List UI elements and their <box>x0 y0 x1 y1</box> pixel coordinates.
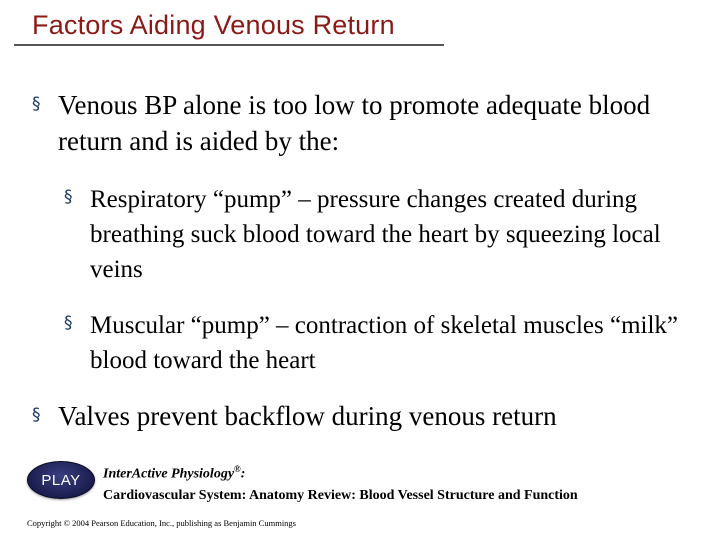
registered-mark: ® <box>234 464 241 474</box>
bullet-text: Valves prevent backflow during venous return <box>58 401 557 431</box>
reference-line-1 <box>103 459 703 485</box>
reference-suffix: : <box>240 466 246 482</box>
bullet-valves <box>32 398 692 434</box>
title-underline <box>14 44 444 46</box>
bullet-marker: § <box>32 94 41 114</box>
bullet-marker: § <box>32 405 41 425</box>
reference-line-2: Cardiovascular System: Anatomy Review: Blood Vessel Structure and Function <box>103 487 578 503</box>
slide-title: Factors Aiding Venous Return <box>32 10 395 40</box>
sub-bullet-text: Respiratory “pump” – pressure changes created during breathing suck blood toward the heart by squeezing local veins <box>90 186 661 283</box>
bullet-venous-bp <box>32 87 692 159</box>
reference-product: InterActive Physiology <box>103 466 235 482</box>
sub-bullet-respiratory-pump <box>64 182 704 287</box>
bullet-text: Venous BP alone is too low to promote adequate blood return and is aided by the: <box>58 90 651 156</box>
sub-bullet-marker: § <box>64 187 73 207</box>
copyright-notice: Copyright © 2004 Pearson Education, Inc., publishing as Benjamin Cummings <box>27 518 296 528</box>
sub-bullet-marker: § <box>64 313 73 333</box>
play-button-label: PLAY <box>41 471 81 489</box>
sub-bullet-muscular-pump <box>64 308 704 378</box>
sub-bullet-text: Muscular “pump” – contraction of skeletal muscles “milk” blood toward the heart <box>90 312 679 374</box>
play-button[interactable] <box>27 461 95 499</box>
media-reference <box>103 459 703 506</box>
